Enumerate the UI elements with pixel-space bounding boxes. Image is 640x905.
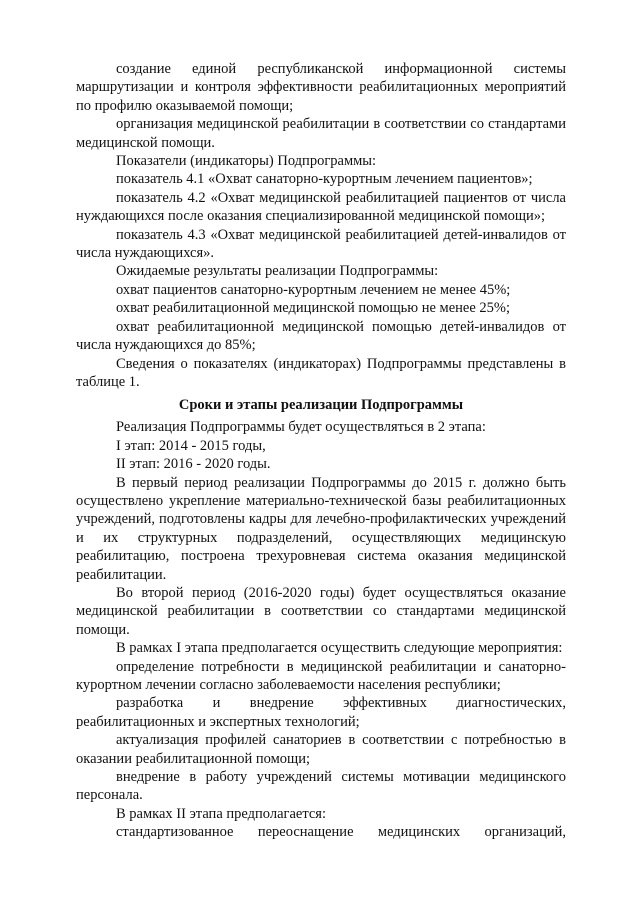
paragraph: определение потребности в медицинской реабилитации и санаторно-курортном лечении согласно заболеваемости населения республики; <box>76 658 566 693</box>
paragraph: Реализация Подпрограммы будет осуществляться в 2 этапа: <box>116 419 486 436</box>
paragraph: охват реабилитационной медицинской помощью не менее 25%; <box>116 300 511 317</box>
paragraph: стандартизованное переоснащение медицинских организаций, <box>116 824 566 841</box>
paragraph: Во второй период (2016-2020 годы) будет осуществляться оказание медицинской реабилитации в соответствии со стандартами медицинской помощи. <box>76 584 566 638</box>
paragraph: Сведения о показателях (индикаторах) Подпрограммы представлены в таблице 1. <box>76 355 566 390</box>
paragraph: В рамках II этапа предполагается: <box>116 805 326 822</box>
paragraph: II этап: 2016 - 2020 годы. <box>116 456 271 473</box>
paragraph: внедрение в работу учреждений системы мотивации медицинского персонала. <box>76 769 566 804</box>
paragraph: охват реабилитационной медицинской помощью детей-инвалидов от числа нуждающихся до 85%; <box>76 318 566 354</box>
paragraph: В рамках I этапа предполагается осуществить следующие мероприятия: <box>116 640 563 657</box>
paragraph: создание единой республиканской информационной системы маршрутизации и контроля эффективности реабилитационных мероприятий по профилю оказываемой помощи; <box>76 61 566 114</box>
paragraph: охват пациентов санаторно-курортным лечением не менее 45%; <box>116 281 511 298</box>
paragraph: В первый период реализации Подпрограммы до 2015 г. должно быть осуществлено укрепление материально-технической базы реабилитационных учреждений, подготовлены кадры для лечебно-профилактических учреждений и их структурных подразделений, осуществляющих медицинскую реабилитацию, построена трехуровневая система оказания медицинской реабилитации. <box>76 474 566 583</box>
paragraph: актуализация профилей санаториев в соответствии с потребностью в оказании реабилитационной помощи; <box>76 732 566 767</box>
paragraph: показатель 4.3 «Охват медицинской реабилитацией детей-инвалидов от числа нуждающихся». <box>76 226 566 262</box>
paragraph: организация медицинской реабилитации в соответствии со стандартами медицинской помощи. <box>76 116 566 151</box>
document-page <box>76 60 566 842</box>
paragraph: показатель 4.2 «Охват медицинской реабилитацией пациентов от числа нуждающихся после оказания специализированной медицинской помощи»; <box>76 189 566 225</box>
paragraph: I этап: 2014 - 2015 годы, <box>116 437 266 454</box>
paragraph: разработка и внедрение эффективных диагностических, реабилитационных и экспертных технологий; <box>76 695 566 730</box>
paragraph: показатель 4.1 «Охват санаторно-курортным лечением пациентов»; <box>116 171 533 188</box>
section-heading: Сроки и этапы реализации Подпрограммы <box>178 397 464 414</box>
paragraph: Показатели (индикаторы) Подпрограммы: <box>116 153 377 170</box>
paragraph: Ожидаемые результаты реализации Подпрограммы: <box>116 263 439 280</box>
